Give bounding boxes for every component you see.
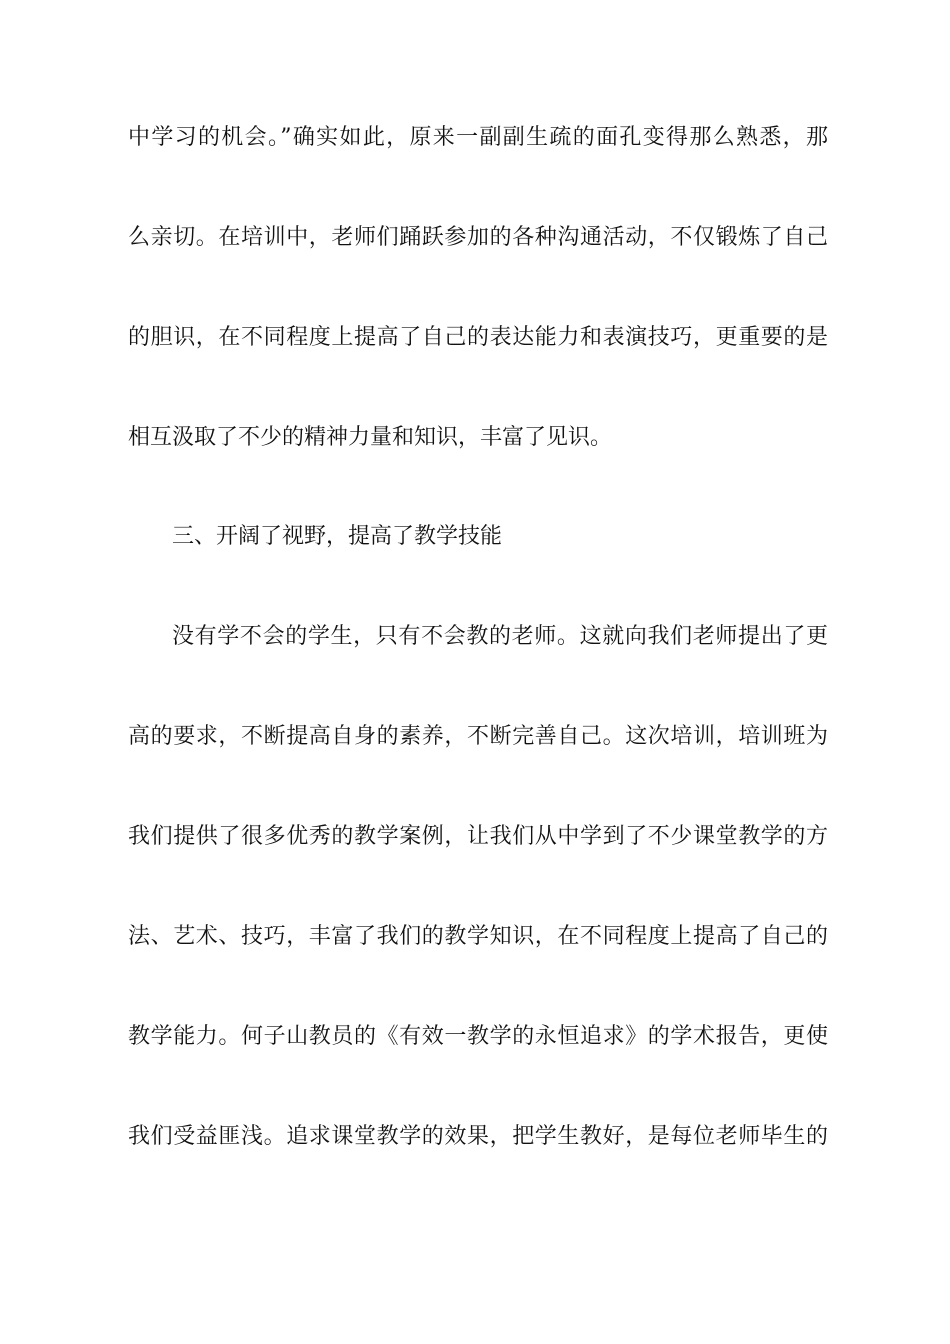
text-line: 我们提供了很多优秀的教学案例，让我们从中学到了不少课堂教学的方 [128, 824, 828, 849]
text-line: 我们受益匪浅。追求课堂教学的效果，把学生教好，是每位老师毕生的 [128, 1124, 828, 1149]
text-line: 高的要求，不断提高自身的素养，不断完善自己。这次培训，培训班为 [128, 724, 828, 749]
text-line: 没有学不会的学生，只有不会教的老师。这就向我们老师提出了更 [172, 624, 828, 649]
text-line: 的胆识，在不同程度上提高了自己的表达能力和表演技巧，更重要的是 [128, 325, 828, 350]
text-line: 相互汲取了不少的精神力量和知识，丰富了见识。 [128, 425, 613, 450]
text-line: 么亲切。在培训中，老师们踊跃参加的各种沟通活动，不仅锻炼了自己 [128, 225, 828, 250]
text-line: 教学能力。何子山教员的《有效一教学的永恒追求》的学术报告，更使 [128, 1024, 828, 1049]
text-line: 法、艺术、技巧，丰富了我们的教学知识，在不同程度上提高了自己的 [128, 924, 828, 949]
section-heading: 三、开阔了视野，提高了教学技能 [172, 524, 503, 549]
text-line: 中学习的机会。”确实如此，原来一副副生疏的面孔变得那么熟悉，那 [128, 125, 828, 150]
